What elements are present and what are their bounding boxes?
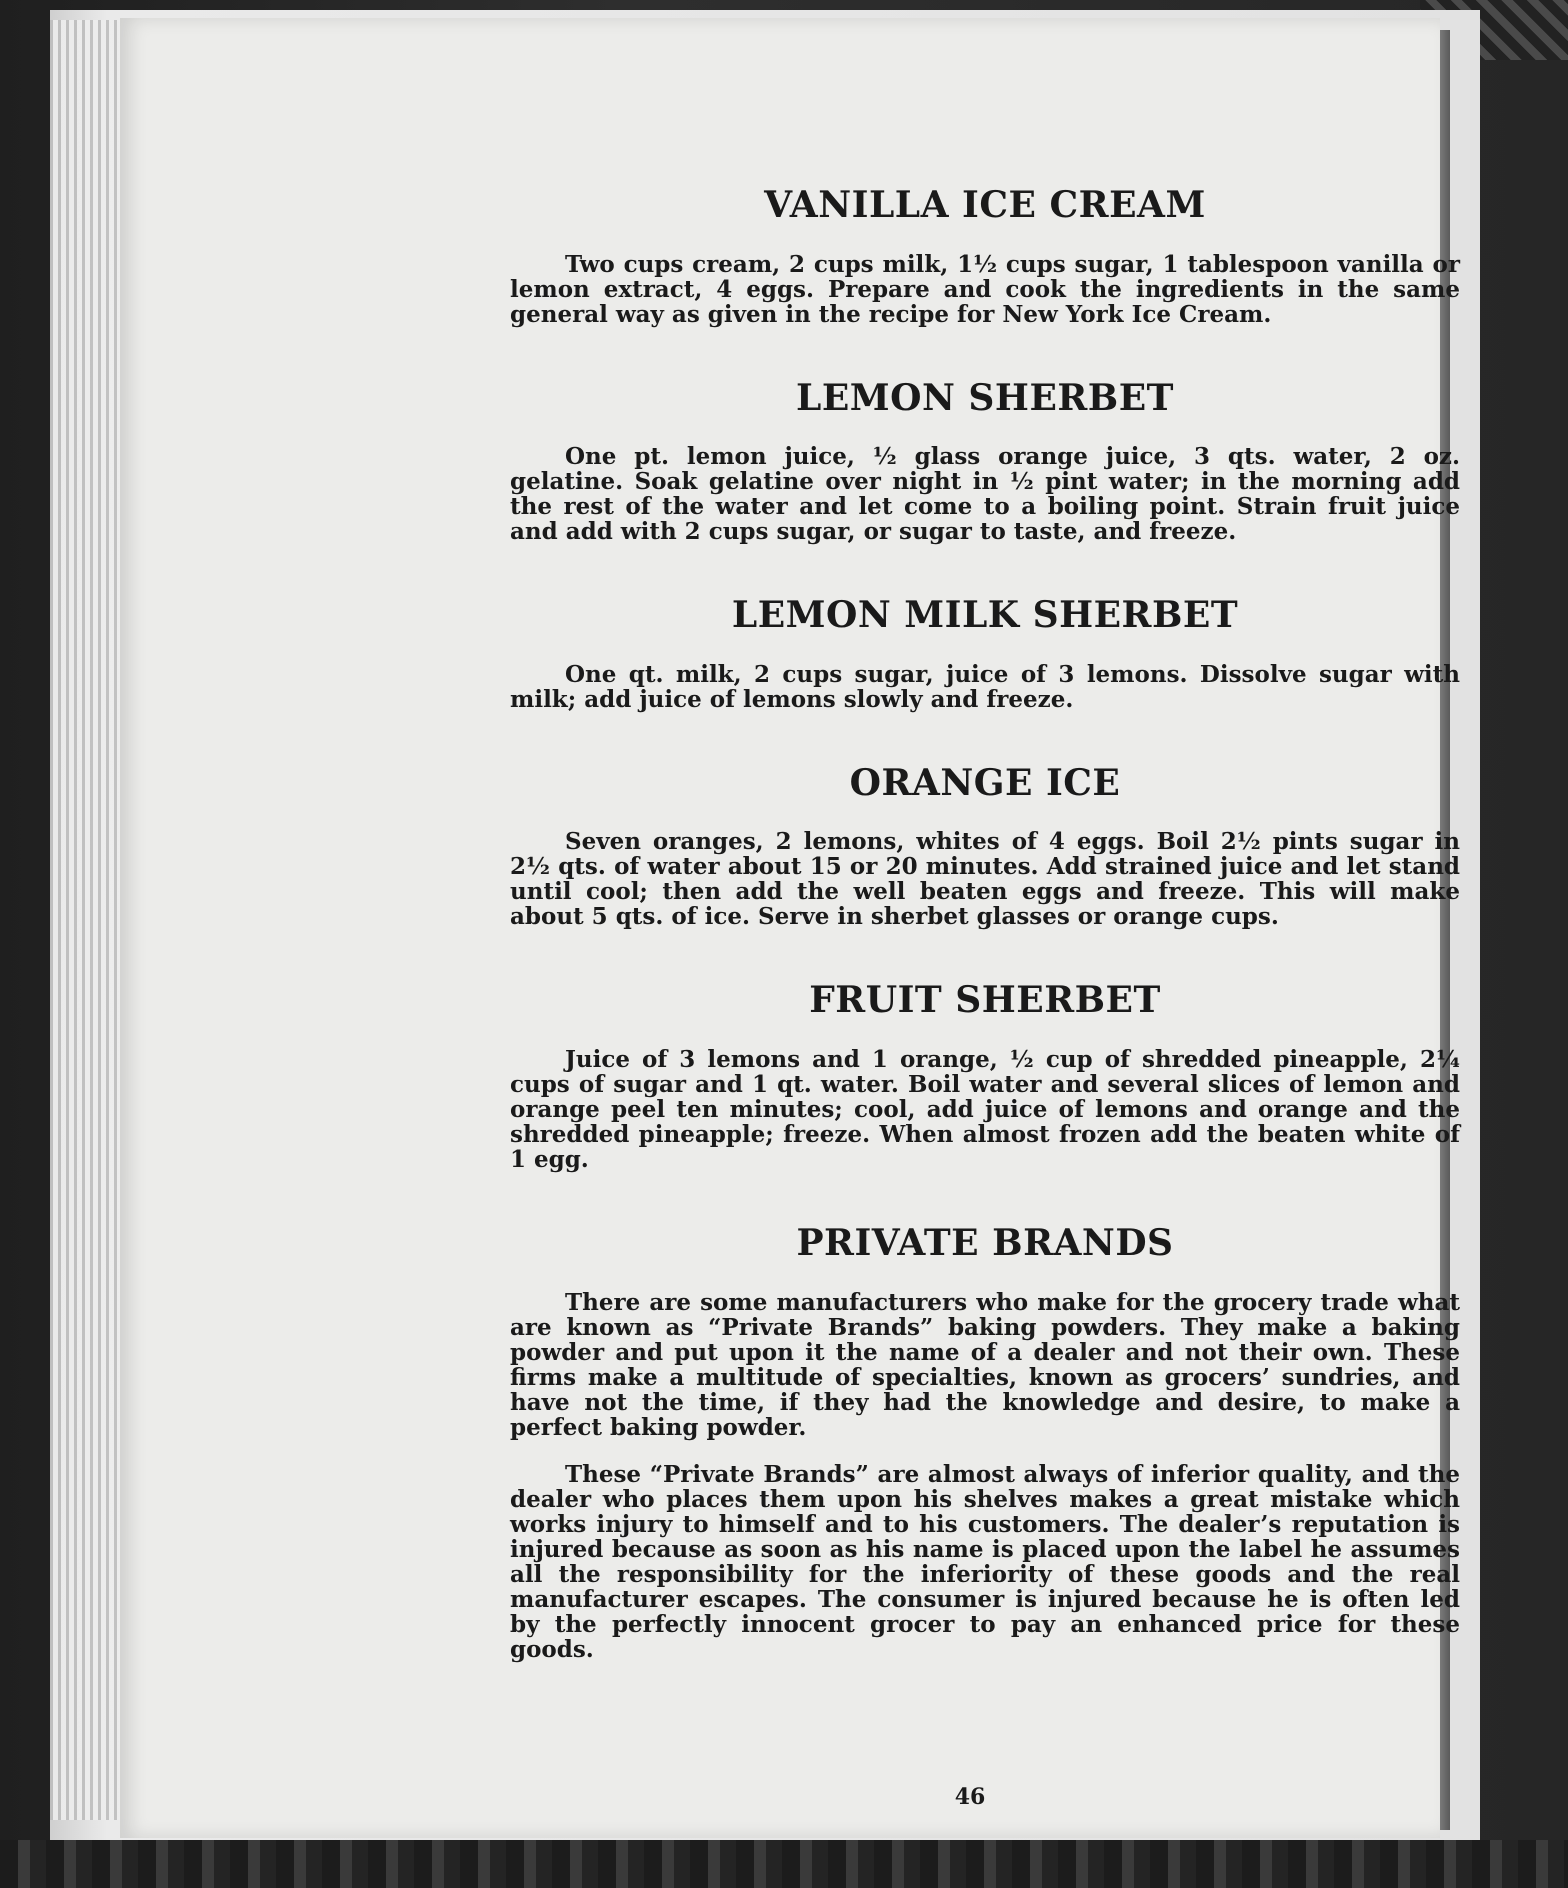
- section-heading: LEMON MILK SHERBET: [731, 594, 1239, 637]
- book-page: [120, 18, 1460, 1838]
- recipe-lemon-sherbet: [510, 376, 1460, 546]
- section-heading: ORANGE ICE: [849, 761, 1121, 804]
- section-heading: LEMON SHERBET: [796, 376, 1174, 419]
- section-paragraph: One pt. lemon juice, ½ glass orange juice, 3 qts. water, 2 oz. gelatine. Soak gelatine over night in ½ pint water; in the morning add the rest of the water and let come to a boiling point. Strain fruit juice and add with 2 cups sugar, or sugar to taste, and freeze.: [510, 443, 1460, 546]
- section-heading: FRUIT SHERBET: [809, 979, 1161, 1022]
- recipe-orange-ice: [510, 761, 1460, 931]
- recipe-vanilla-ice-cream: [510, 186, 1460, 327]
- section-paragraph: One qt. milk, 2 cups sugar, juice of 3 lemons. Dissolve sugar with milk; add juice of lemons slowly and freeze.: [510, 660, 1460, 713]
- page-content: [510, 186, 1460, 1714]
- section-paragraph: There are some manufacturers who make for the grocery trade what are known as “Private Brands” baking powders. They make a baking powder and put upon it the name of a dealer and not their own. These firms make a multitude of specialties, known as grocers’ sundries, and have not the time, if they had the knowledge and desire, to make a perfect baking powder.: [510, 1288, 1460, 1441]
- article-private-brands: [510, 1221, 1460, 1663]
- section-heading: PRIVATE BRANDS: [796, 1221, 1174, 1264]
- recipe-lemon-milk-sherbet: [510, 596, 1460, 712]
- recipe-fruit-sherbet: [510, 981, 1460, 1172]
- section-paragraph: Juice of 3 lemons and 1 orange, ½ cup of shredded pineapple, 2¼ cups of sugar and 1 qt. water. Boil water and several slices of lemon and orange peel ten minutes; cool, add juice of lemons and orange and the shredded pineapple; freeze. When almost frozen add the beaten white of 1 egg.: [510, 1045, 1460, 1173]
- section-paragraph: Seven oranges, 2 lemons, whites of 4 eggs. Boil 2½ pints sugar in 2½ qts. of water about 15 or 20 minutes. Add strained juice and let stand until cool; then add the well beaten eggs and freeze. This will make about 5 qts. of ice. Serve in sherbet glasses or orange cups.: [510, 828, 1460, 931]
- section-heading: VANILLA ICE CREAM: [764, 184, 1206, 226]
- book-page-edges: [50, 20, 130, 1820]
- section-paragraph: Two cups cream, 2 cups milk, 1½ cups sugar, 1 tablespoon vanilla or lemon extract, 4 eggs. Prepare and cook the ingredients in the same general way as given in the recipe for New York Ice Cream.: [510, 250, 1460, 328]
- scan-bottom-pattern: [0, 1840, 1568, 1888]
- page-number: 46: [954, 1784, 986, 1810]
- section-paragraph: These “Private Brands” are almost always of inferior quality, and the dealer who places them upon his shelves makes a great mistake which works injury to himself and to his customers. The dealer’s reputation is injured because as soon as his name is placed upon the label he assumes all the responsibility for the inferiority of these goods and the real manufacturer escapes. The consumer is injured because he is often led by the perfectly innocent grocer to pay an enhanced price for these goods.: [510, 1460, 1460, 1663]
